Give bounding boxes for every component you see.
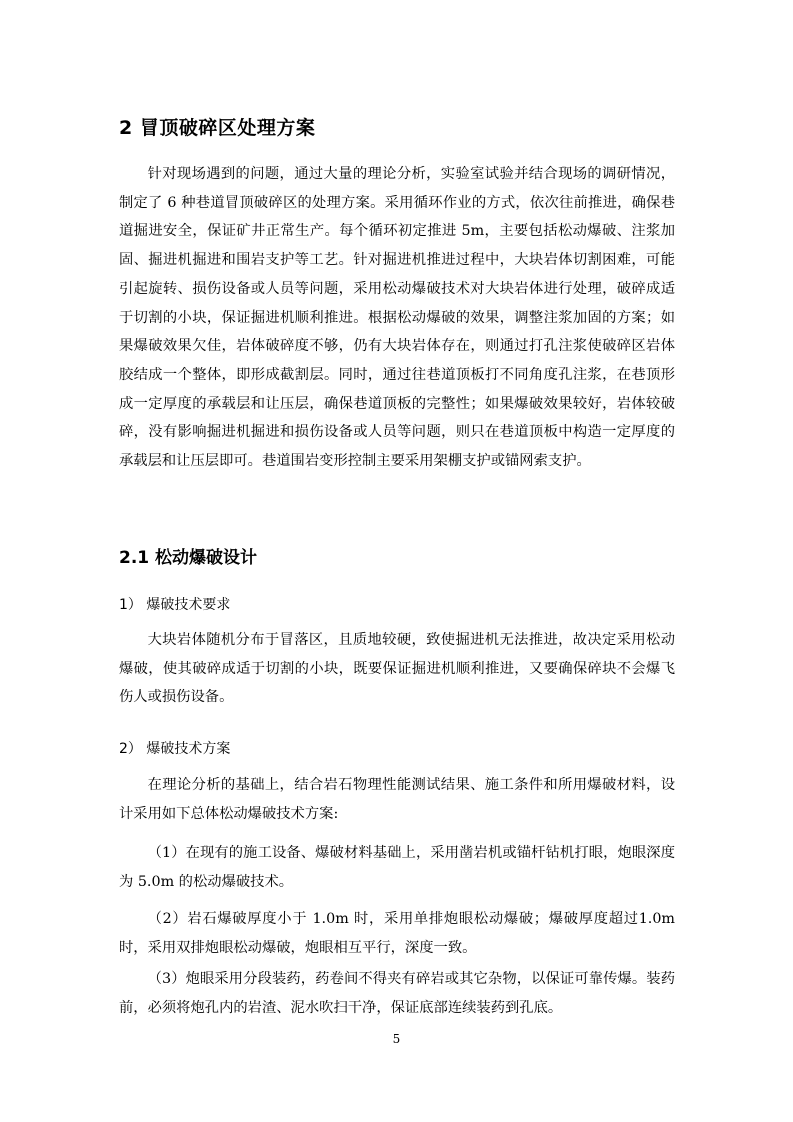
section-heading: 2 冒顶破碎区处理方案 xyxy=(119,117,316,139)
step-1-paragraph: （1）在现有的施工设备、爆破材料基础上，采用凿岩机或锚杆钻机打眼，炮眼深度为 5.0m 的松动爆破技术。 xyxy=(119,845,675,890)
intro-paragraph: 针对现场遇到的问题，通过大量的理论分析，实验室试验并结合现场的调研情况，制定了 6 种巷道冒顶破碎区的处理方案。采用循环作业的方式，依次往前推进，确保巷道掘进安全，保证矿井正常生产。每个循环初定推进 5m，主要包括松动爆破、注浆加固、掘进机掘进和围岩支护等工艺。针对掘进机推进过程中，大块岩体切割困难，可能引起旋转、损伤设备或人员等问题，采用松动爆破技术对大块岩体进行处理，破碎成适于切割的小块，保证掘进机顺利推进。根据松动爆破的效果，调整注浆加固的方案；如果爆破效果欠佳，岩体破碎度不够，仍有大块岩体存在，则通过打孔注浆使破碎区岩体胶结成一个整体，即形成截割层。同时，通过往巷道顶板打不同角度孔注浆，在巷顶形成一定厚度的承载层和让压层，确保巷道顶板的完整性；如果爆破效果较好，岩体较破碎，没有影响掘进机掘进和损伤设备或人员等问题，则只在巷道顶板中构造一定厚度的承载层和让压层即可。巷道围岩变形控制主要采用架棚支护或锚网索支护。 xyxy=(119,166,675,470)
item-2-title: 2） 爆破技术方案 xyxy=(119,741,231,757)
subsection-heading: 2.1 松动爆破设计 xyxy=(119,548,258,568)
item-1-paragraph: 大块岩体随机分布于冒落区，且质地较硬，致使掘进机无法推进，故决定采用松动爆破，使其破碎成适于切割的小块，既要保证掘进机顺利推进，又要确保碎块不会爆飞伤人或损伤设备。 xyxy=(119,632,675,706)
step-2-paragraph: （2）岩石爆破厚度小于 1.0m 时，采用单排炮眼松动爆破；爆破厚度超过1.0m 时，采用双排炮眼松动爆破，炮眼相互平行，深度一致。 xyxy=(119,911,675,956)
page-number: 5 xyxy=(392,1032,401,1046)
item-1-title: 1） 爆破技术要求 xyxy=(119,597,231,613)
item-2-paragraph: 在理论分析的基础上，结合岩石物理性能测试结果、施工条件和所用爆破材料，设计采用如下总体松动爆破技术方案: xyxy=(119,777,675,822)
step-3-paragraph: （3）炮眼采用分段装药，药卷间不得夹有碎岩或其它杂物，以保证可靠传爆。装药前，必须将炮孔内的岩渣、泥水吹扫干净，保证底部连续装药到孔底。 xyxy=(119,971,675,1016)
